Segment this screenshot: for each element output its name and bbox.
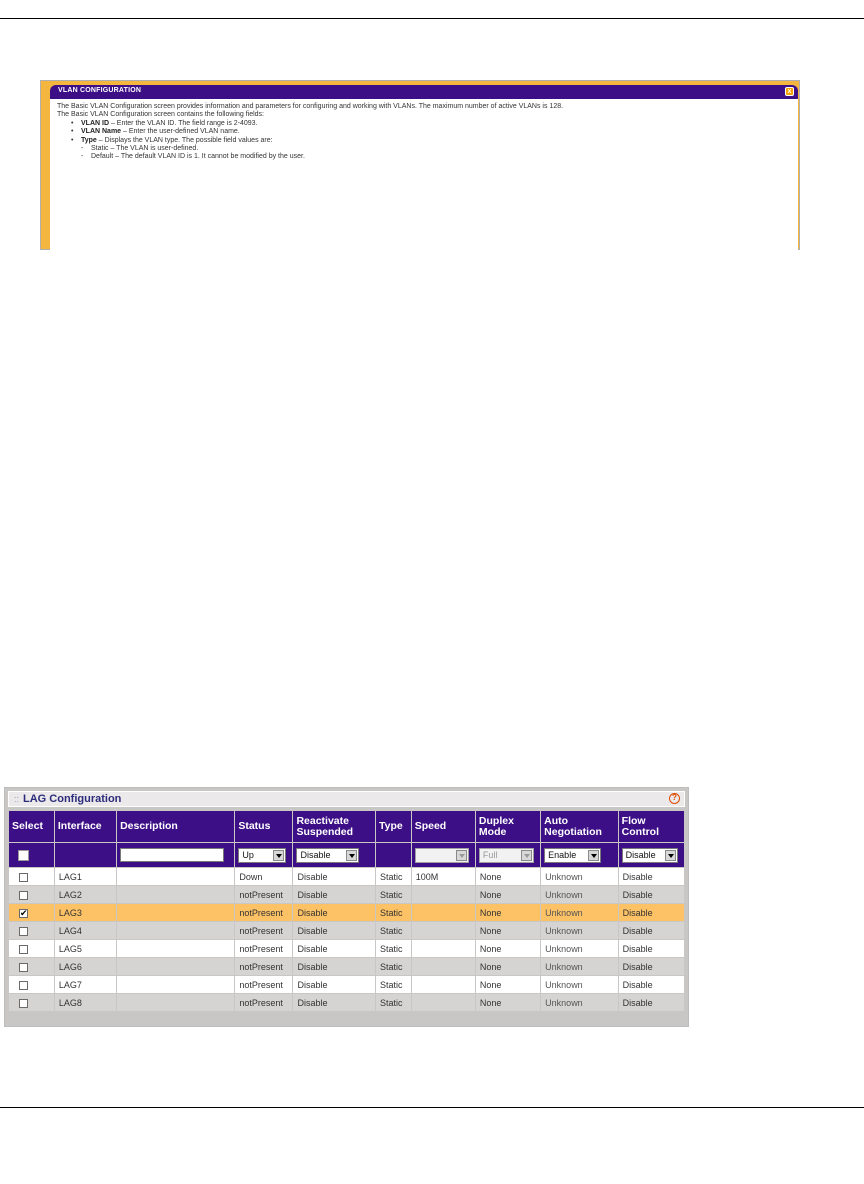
chevron-down-icon [665, 850, 676, 861]
col-header-type: Type [376, 811, 411, 842]
auto-negotiation-cell: Unknown [541, 958, 617, 975]
col-header-status: Status [235, 811, 292, 842]
chevron-down-icon [588, 850, 599, 861]
description-cell [117, 994, 234, 1011]
status-select[interactable] [238, 848, 286, 863]
duplex-mode-cell: None [476, 940, 540, 957]
grip-icon: :: [14, 794, 20, 804]
type-cell: Static [376, 958, 411, 975]
duplex-mode-cell: None [476, 976, 540, 993]
vlan-help-field-text: – Enter the VLAN ID. The field range is 2-4093. [109, 119, 258, 127]
description-cell [117, 940, 234, 957]
row-select-checkbox[interactable] [19, 945, 28, 954]
type-cell: Static [376, 940, 411, 957]
interface-cell: LAG3 [55, 904, 116, 921]
interface-cell: LAG5 [55, 940, 116, 957]
vlan-help-window [40, 80, 800, 250]
select-cell [9, 994, 54, 1011]
row-select-checkbox[interactable] [19, 981, 28, 990]
col-header-auto-negotiation: Auto Negotiation [541, 811, 617, 842]
type-cell: Static [376, 922, 411, 939]
vlan-help-intro: The Basic VLAN Configuration screen provides information and parameters for configuring and working with VLANs. The maximum number of active VLANs is 128. [57, 103, 564, 110]
speed-cell [412, 886, 475, 903]
table-row[interactable] [9, 994, 684, 1011]
table-row[interactable] [9, 922, 684, 939]
duplex-mode-cell: None [476, 886, 540, 903]
vlan-help-type-value: - Default – The default VLAN ID is 1. It cannot be modified by the user. [57, 153, 563, 161]
reactivate-suspended-cell: Disable [293, 994, 375, 1011]
col-header-flow-control: Flow Control [619, 811, 684, 842]
speed-cell: 100M [412, 868, 475, 885]
speed-select[interactable] [415, 848, 469, 863]
duplex-mode-cell: None [476, 868, 540, 885]
select-cell [9, 922, 54, 939]
table-row[interactable] [9, 868, 684, 885]
vlan-help-type-value: - Static – The VLAN is user-defined. [57, 145, 563, 153]
edit-status-cell [235, 843, 292, 867]
reactivate-suspended-cell: Disable [293, 940, 375, 957]
row-select-checkbox[interactable] [19, 891, 28, 900]
vlan-help-field [57, 128, 563, 136]
vlan-help-field [57, 137, 563, 145]
select-cell [9, 904, 54, 921]
description-cell [117, 958, 234, 975]
reactivate-suspended-cell: Disable [293, 922, 375, 939]
help-icon[interactable]: ? [669, 793, 680, 804]
reactivate-suspended-cell: Disable [293, 886, 375, 903]
description-cell [117, 922, 234, 939]
flow-control-cell: Disable [619, 904, 684, 921]
flow-control-cell: Disable [619, 940, 684, 957]
auto-negotiation-cell: Unknown [541, 976, 617, 993]
chevron-down-icon [273, 850, 284, 861]
vlan-help-field [57, 120, 563, 128]
lag-titlebar [8, 791, 685, 807]
select-all-checkbox[interactable] [18, 850, 29, 861]
type-cell: Static [376, 886, 411, 903]
auto-negotiation-cell: Unknown [541, 904, 617, 921]
edit-reactivate-cell [293, 843, 375, 867]
select-cell [9, 886, 54, 903]
col-header-speed: Speed [412, 811, 475, 842]
status-cell: notPresent [235, 976, 292, 993]
reactivate-suspended-cell: Disable [293, 976, 375, 993]
lag-header-row [9, 811, 684, 842]
edit-speed-cell [412, 843, 475, 867]
interface-cell: LAG8 [55, 994, 116, 1011]
reactivate-select-value: Disable [300, 849, 331, 860]
flow-control-cell: Disable [619, 922, 684, 939]
chevron-down-icon [521, 850, 532, 861]
table-row[interactable] [9, 958, 684, 975]
col-header-select: Select [9, 811, 54, 842]
status-cell: notPresent [235, 958, 292, 975]
vlan-help-field-text: – Displays the VLAN type. The possible field values are: [96, 136, 273, 144]
description-input[interactable] [120, 848, 224, 862]
auto-negotiation-cell: Unknown [541, 886, 617, 903]
row-select-checkbox[interactable] [19, 927, 28, 936]
close-icon[interactable]: x [785, 87, 794, 96]
table-row[interactable] [9, 904, 684, 921]
interface-cell: LAG6 [55, 958, 116, 975]
lag-edit-row [9, 843, 684, 867]
select-all-cell [9, 843, 54, 867]
speed-cell [412, 958, 475, 975]
row-select-checkbox[interactable] [19, 999, 28, 1008]
vlan-help-text [57, 103, 563, 162]
select-cell [9, 958, 54, 975]
lag-configuration-panel [4, 787, 689, 1027]
interface-cell: LAG2 [55, 886, 116, 903]
col-header-interface: Interface [55, 811, 116, 842]
lag-title-text: LAG Configuration [23, 793, 122, 805]
description-cell [117, 904, 234, 921]
vlan-help-field-text: – Enter the user-defined VLAN name. [121, 128, 240, 136]
flow-control-select-value: Disable [625, 849, 656, 860]
row-select-checkbox[interactable] [19, 873, 28, 882]
description-cell [117, 976, 234, 993]
duplex-select[interactable] [479, 848, 534, 863]
status-cell: notPresent [235, 904, 292, 921]
row-select-checkbox[interactable] [19, 909, 28, 918]
edit-description-cell [117, 843, 234, 867]
table-row[interactable] [9, 886, 684, 903]
flow-control-cell: Disable [619, 958, 684, 975]
status-cell: Down [235, 868, 292, 885]
vlan-help-body [50, 99, 798, 251]
type-cell: Static [376, 868, 411, 885]
edit-flow-control-cell [619, 843, 684, 867]
vlan-help-titlebar [50, 85, 798, 99]
auto-negotiation-cell: Unknown [541, 940, 617, 957]
flow-control-cell: Disable [619, 976, 684, 993]
interface-cell: LAG1 [55, 868, 116, 885]
status-cell: notPresent [235, 886, 292, 903]
auto-negotiation-select-value: Enable [548, 849, 577, 860]
flow-control-cell: Disable [619, 886, 684, 903]
flow-control-cell: Disable [619, 994, 684, 1011]
chevron-down-icon [346, 850, 357, 861]
lag-table [8, 810, 685, 1012]
speed-cell [412, 940, 475, 957]
auto-negotiation-cell: Unknown [541, 922, 617, 939]
vlan-help-field-name: VLAN ID [81, 119, 109, 127]
lag-title [14, 793, 121, 805]
auto-negotiation-select[interactable] [544, 848, 601, 863]
edit-auto-negotiation-cell [541, 843, 617, 867]
type-cell: Static [376, 904, 411, 921]
table-row[interactable] [9, 940, 684, 957]
reactivate-suspended-cell: Disable [293, 904, 375, 921]
status-select-value: Up [242, 849, 254, 860]
speed-cell [412, 922, 475, 939]
speed-cell [412, 994, 475, 1011]
interface-cell: LAG7 [55, 976, 116, 993]
status-cell: notPresent [235, 940, 292, 957]
select-cell [9, 868, 54, 885]
duplex-select-value: Full [482, 849, 498, 860]
reactivate-suspended-cell: Disable [293, 868, 375, 885]
page-top-rule [0, 18, 864, 19]
type-cell: Static [376, 994, 411, 1011]
edit-type-cell [376, 843, 411, 867]
row-select-checkbox[interactable] [19, 963, 28, 972]
auto-negotiation-cell: Unknown [541, 994, 617, 1011]
edit-duplex-cell [476, 843, 540, 867]
reactivate-select[interactable] [296, 848, 359, 863]
col-header-reactivate: Reactivate Suspended [293, 811, 375, 842]
duplex-mode-cell: None [476, 922, 540, 939]
select-cell [9, 940, 54, 957]
flow-control-cell: Disable [619, 868, 684, 885]
description-cell [117, 868, 234, 885]
description-cell [117, 886, 234, 903]
duplex-mode-cell: None [476, 994, 540, 1011]
speed-cell [412, 976, 475, 993]
speed-cell [412, 904, 475, 921]
vlan-help-intro2: The Basic VLAN Configuration screen contains the following fields: [57, 111, 264, 119]
table-row[interactable] [9, 976, 684, 993]
select-cell [9, 976, 54, 993]
page-bottom-rule [0, 1107, 864, 1108]
status-cell: notPresent [235, 994, 292, 1011]
edit-interface-cell [55, 843, 116, 867]
type-cell: Static [376, 976, 411, 993]
vlan-help-field-name: Type [81, 136, 97, 144]
auto-negotiation-cell: Unknown [541, 868, 617, 885]
status-cell: notPresent [235, 922, 292, 939]
interface-cell: LAG4 [55, 922, 116, 939]
duplex-mode-cell: None [476, 904, 540, 921]
vlan-help-field-name: VLAN Name [81, 128, 122, 136]
duplex-mode-cell: None [476, 958, 540, 975]
col-header-description: Description [117, 811, 234, 842]
reactivate-suspended-cell: Disable [293, 958, 375, 975]
col-header-duplex: Duplex Mode [476, 811, 540, 842]
chevron-down-icon [456, 850, 467, 861]
vlan-help-title: VLAN CONFIGURATION [58, 87, 142, 94]
flow-control-select[interactable] [622, 848, 678, 863]
